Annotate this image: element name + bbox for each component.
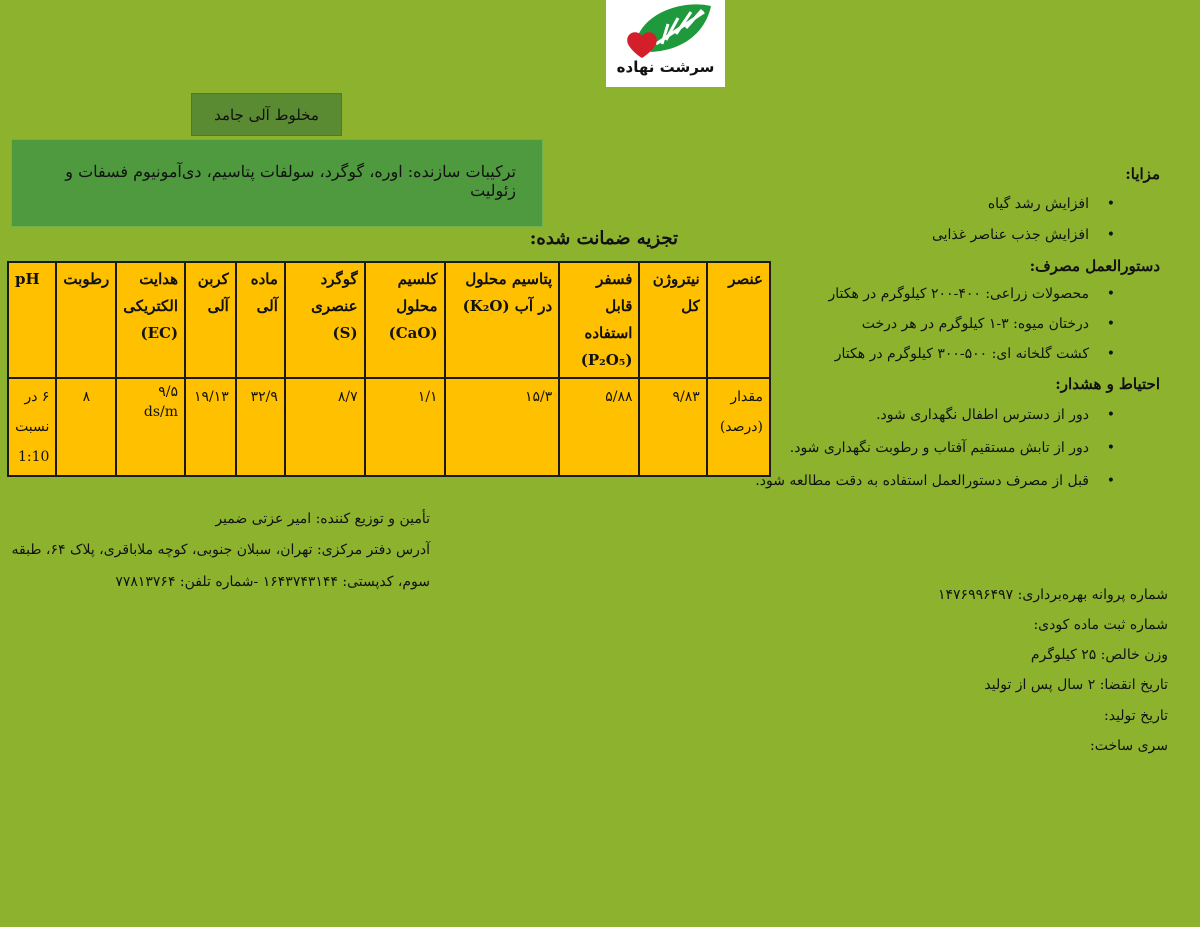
table-cell: ۵/۸۸ bbox=[559, 378, 639, 476]
registration-number: شماره ثبت ماده کودی: bbox=[1033, 617, 1168, 633]
table-cell: ۱۵/۳ bbox=[445, 378, 560, 476]
bullet-icon: • bbox=[1106, 473, 1115, 489]
analysis-table bbox=[7, 261, 771, 477]
table-header-cell: کربن آلی bbox=[185, 262, 236, 378]
logo-text: سرشت نهاده bbox=[616, 58, 715, 76]
analysis-title: تجزیه ضمانت شده: bbox=[529, 228, 678, 249]
bullet-icon: • bbox=[1106, 286, 1115, 302]
table-header-cell: pH bbox=[8, 262, 56, 378]
composition-box bbox=[11, 139, 543, 227]
brand-logo bbox=[606, 0, 725, 87]
table-header-cell: ماده آلی bbox=[236, 262, 285, 378]
table-cell: ۱۹/۱۳ bbox=[185, 378, 236, 476]
list-item: • درختان میوه: ۳-۱ کیلوگرم در هر درخت bbox=[861, 316, 1115, 332]
production-date: تاریخ تولید: bbox=[1104, 708, 1168, 724]
bullet-icon: • bbox=[1106, 346, 1115, 362]
supplier-name: تأمین و توزیع کننده: امیر عزتی ضمیر bbox=[215, 511, 430, 527]
table-header-cell: کلسیم محلول (CaO) bbox=[365, 262, 445, 378]
table-cell: مقدار (درصد) bbox=[707, 378, 770, 476]
advantages-heading: مزایا: bbox=[1125, 165, 1160, 183]
table-cell: ۸ bbox=[56, 378, 116, 476]
bullet-icon: • bbox=[1106, 407, 1115, 423]
table-cell: ۶ در نسبت 1:10 bbox=[8, 378, 56, 476]
table-row bbox=[8, 378, 770, 476]
warnings-heading: احتیاط و هشدار: bbox=[1055, 375, 1160, 393]
net-weight: وزن خالص: ۲۵ کیلوگرم bbox=[1030, 647, 1168, 663]
supplier-address: آدرس دفتر مرکزی: تهران، سبلان جنوبی، کوچه ملاباقری، پلاک ۶۴، طبقه bbox=[11, 542, 430, 558]
table-cell: ۹/۸۳ bbox=[639, 378, 706, 476]
composition-text: ترکیبات سازنده: اوره، گوگرد، سولفات پتاسیم، دی‌آمونیوم فسفات و زئولیت bbox=[65, 162, 516, 200]
usage-heading: دستورالعمل مصرف: bbox=[1029, 257, 1160, 275]
list-item: • افزایش رشد گیاه bbox=[987, 196, 1115, 212]
bullet-icon: • bbox=[1106, 316, 1115, 332]
table-header-cell: نیتروژن کل bbox=[639, 262, 706, 378]
batch-number: سری ساخت: bbox=[1090, 738, 1168, 754]
list-item: • دور از تابش مستقیم آفتاب و رطوبت نگهداری شود. bbox=[789, 440, 1115, 456]
table-header-cell: عنصر bbox=[707, 262, 770, 378]
table-header-cell: گوگرد عنصری (S) bbox=[285, 262, 365, 378]
list-item: • کشت گلخانه ای: ۵۰۰-۳۰۰ کیلوگرم در هکتار bbox=[834, 346, 1115, 362]
leaf-heart-icon bbox=[606, 0, 725, 60]
bullet-icon: • bbox=[1106, 227, 1115, 243]
table-header-cell: پتاسیم محلول در آب (K₂O) bbox=[445, 262, 560, 378]
bullet-icon: • bbox=[1106, 440, 1115, 456]
table-header-cell: رطوبت bbox=[56, 262, 116, 378]
table-cell: ۸/۷ bbox=[285, 378, 365, 476]
list-item: • دور از دسترس اطفال نگهداری شود. bbox=[876, 407, 1115, 423]
list-item: • افزایش جذب عناصر غذایی bbox=[931, 227, 1115, 243]
expiry-date: تاریخ انقضا: ۲ سال پس از تولید bbox=[984, 677, 1168, 693]
list-item: • قبل از مصرف دستورالعمل استفاده به دقت مطالعه شود. bbox=[755, 473, 1115, 489]
table-header-cell: فسفر قابل استفاده (P₂O₅) bbox=[559, 262, 639, 378]
license-number: شماره پروانه بهره‌برداری: ۱۴۷۶۹۹۶۴۹۷ bbox=[937, 587, 1168, 603]
table-cell: ۹/۵ ds/m bbox=[116, 378, 185, 476]
bullet-icon: • bbox=[1106, 196, 1115, 212]
table-header-row bbox=[8, 262, 770, 378]
list-item: • محصولات زراعی: ۴۰۰-۲۰۰ کیلوگرم در هکتار bbox=[828, 286, 1115, 302]
table-header-cell: هدایت الکتریکی (EC) bbox=[116, 262, 185, 378]
product-name: مخلوط آلی جامد bbox=[191, 93, 342, 136]
supplier-contact: سوم، کدپستی: ۱۶۴۳۷۴۳۱۴۴ -شماره تلفن: ۷۷۸۱۳۷۶۴ bbox=[115, 574, 430, 590]
table-cell: ۱/۱ bbox=[365, 378, 445, 476]
table-cell: ۳۲/۹ bbox=[236, 378, 285, 476]
